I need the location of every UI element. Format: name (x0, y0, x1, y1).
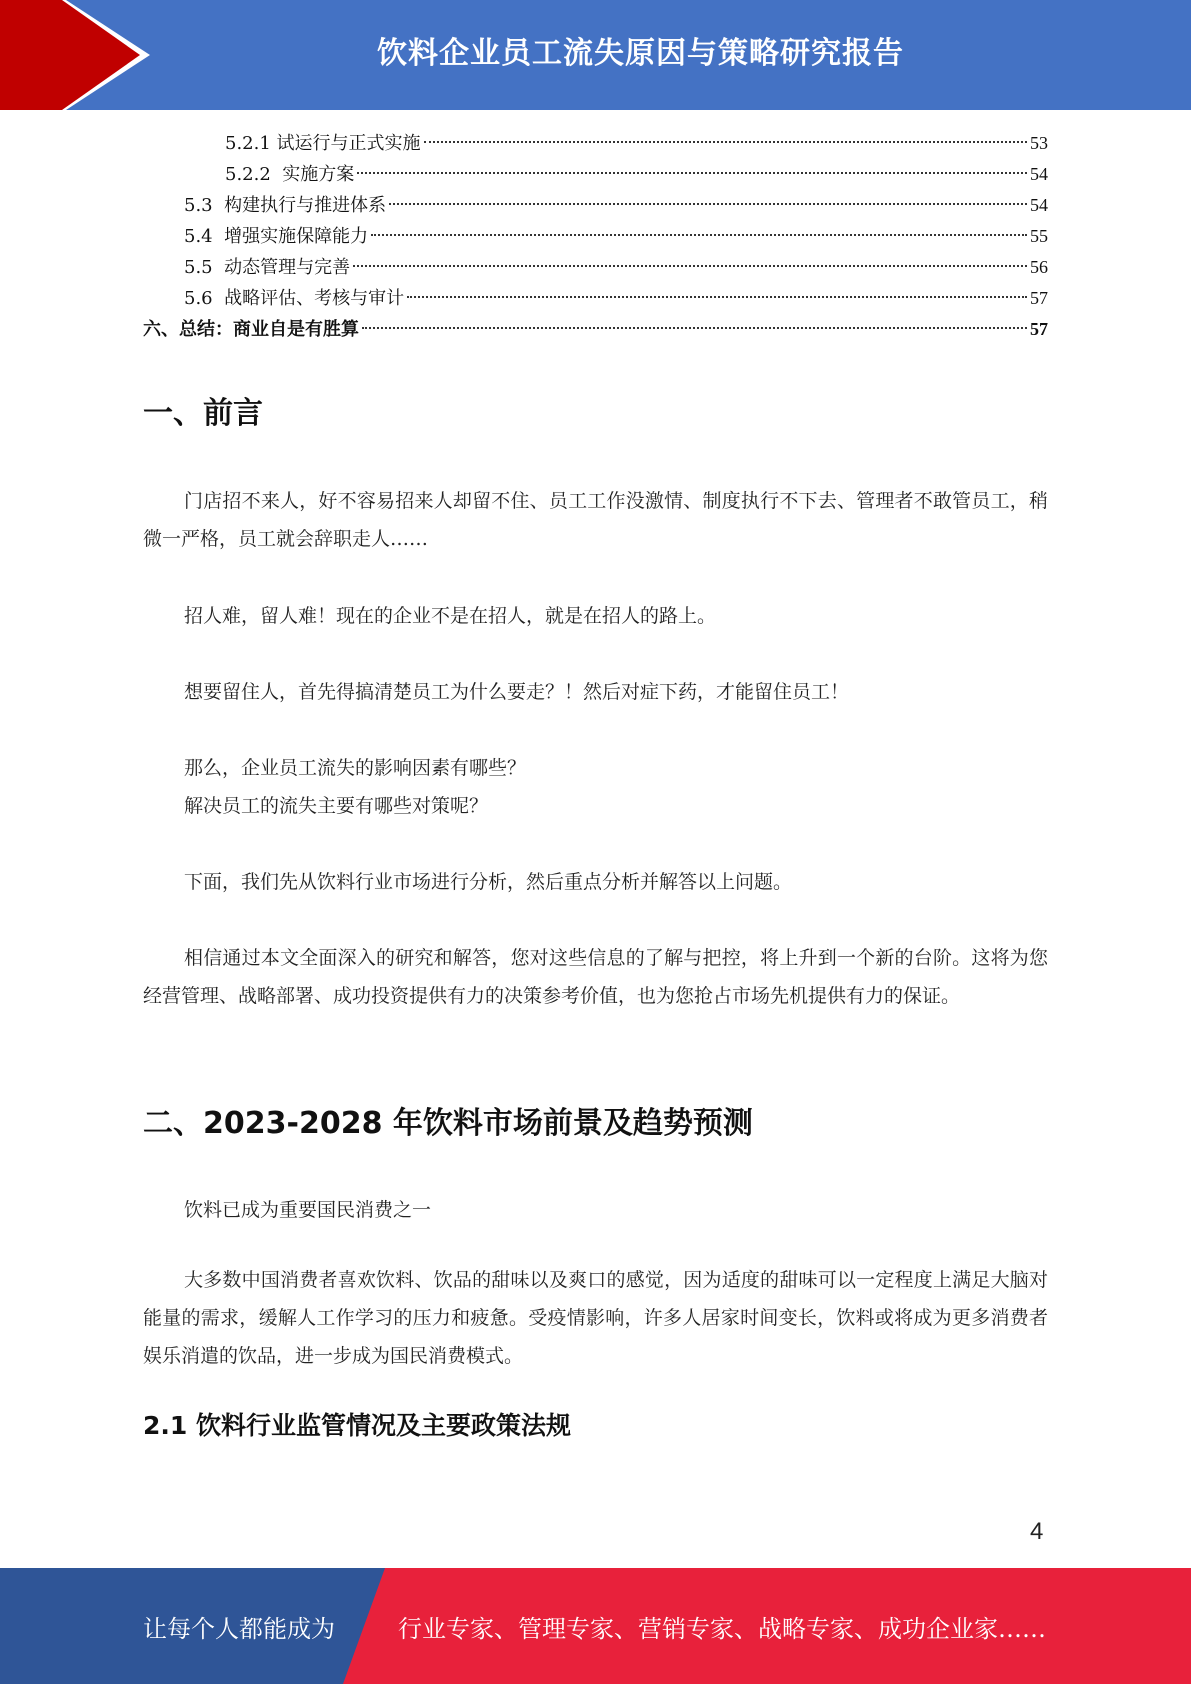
body-paragraph: 解决员工的流失主要有哪些对策呢？ (184, 795, 489, 817)
body-paragraph: 饮料已成为重要国民消费之一 (184, 1199, 432, 1221)
toc-entry-label: 5.2.1 试运行与正式实施 (225, 133, 421, 154)
toc-entry-page: 56 (1030, 257, 1048, 277)
toc-entry[interactable] (143, 128, 1048, 159)
toc-entry[interactable] (143, 314, 1048, 345)
page-header (0, 0, 1191, 110)
report-title: 饮料企业员工流失原因与策略研究报告 (377, 36, 904, 71)
subsection-heading: 2.1 饮料行业监管情况及主要政策法规 (143, 1411, 571, 1440)
toc-entry-page: 53 (1030, 133, 1048, 153)
toc-entry-label: 5.4 增强实施保障能力 (184, 226, 369, 247)
toc-entry[interactable] (143, 190, 1048, 221)
toc-entry-page: 57 (1030, 319, 1048, 339)
toc-leader-dots (371, 233, 1027, 236)
footer-slogan-right: 行业专家、管理专家、营销专家、战略专家、成功企业家…… (398, 1614, 1046, 1643)
toc-entry-page: 57 (1030, 288, 1048, 308)
table-of-contents (143, 128, 1048, 345)
body-paragraph: 下面，我们先从饮料行业市场进行分析，然后重点分析并解答以上问题。 (184, 871, 793, 893)
toc-leader-dots (357, 171, 1027, 174)
toc-leader-dots (389, 202, 1027, 205)
toc-entry-page: 54 (1030, 195, 1048, 215)
toc-entry[interactable] (143, 283, 1048, 314)
toc-entry[interactable] (143, 252, 1048, 283)
body-paragraph: 那么，企业员工流失的影响因素有哪些？ (184, 757, 527, 779)
body-paragraph: 想要留住人，首先得搞清楚员工为什么要走？！然后对症下药，才能留住员工！ (184, 681, 850, 703)
toc-entry[interactable] (143, 159, 1048, 190)
toc-entry-label: 5.3 构建执行与推进体系 (184, 195, 387, 216)
toc-entry-page: 55 (1030, 226, 1048, 246)
toc-leader-dots (407, 295, 1027, 298)
section-heading: 一、前言 (143, 396, 263, 431)
toc-entry-label: 5.5 动态管理与完善 (184, 257, 351, 278)
toc-entry[interactable] (143, 221, 1048, 252)
page-footer (0, 1568, 1191, 1684)
toc-entry-label: 六、总结：商业自是有胜算 (143, 319, 359, 340)
body-paragraph: 大多数中国消费者喜欢饮料、饮品的甜味以及爽口的感觉，因为适度的甜味可以一定程度上满足大脑对能量的需求，缓解人工作学习的压力和疲惫。受疫情影响，许多人居家时间变长，饮料或将成为更多消费者娱乐消遣的饮品，进一步成为国民消费模式。 (143, 1269, 1048, 1367)
body-paragraph: 相信通过本文全面深入的研究和解答，您对这些信息的了解与把控，将上升到一个新的台阶。这将为您经营管理、战略部署、成功投资提供有力的决策参考价值，也为您抢占市场先机提供有力的保证。 (143, 947, 1048, 1007)
footer-slogan-left: 让每个人都能成为 (143, 1614, 335, 1643)
toc-entry-label: 5.2.2 实施方案 (225, 164, 355, 185)
toc-entry-page: 54 (1030, 164, 1048, 184)
toc-leader-dots (424, 140, 1027, 143)
toc-leader-dots (353, 264, 1027, 267)
toc-entry-label: 5.6 战略评估、考核与审计 (184, 288, 405, 309)
page-number: 4 (1030, 1518, 1044, 1545)
toc-leader-dots (362, 326, 1027, 329)
body-paragraph: 招人难，留人难！现在的企业不是在招人，就是在招人的路上。 (184, 605, 717, 627)
section-heading: 二、2023-2028 年饮料市场前景及趋势预测 (143, 1106, 753, 1141)
body-paragraph: 门店招不来人，好不容易招来人却留不住、员工工作没激情、制度执行不下去、管理者不敢管员工，稍微一严格，员工就会辞职走人…… (143, 490, 1048, 550)
